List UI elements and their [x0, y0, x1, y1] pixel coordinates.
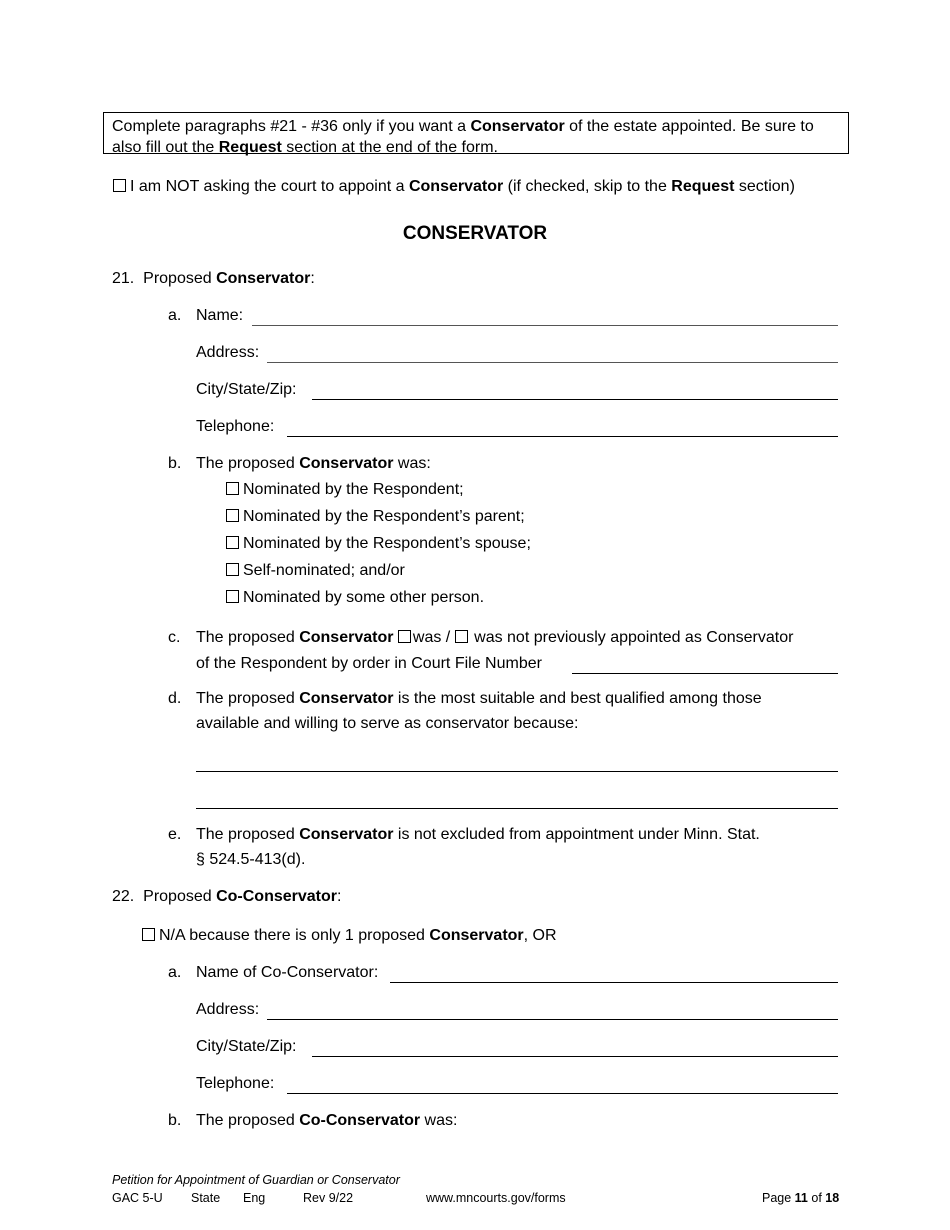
page-total: 18: [825, 1191, 840, 1205]
item-22-bold: Co-Conservator: [216, 888, 337, 905]
name-label: Name:: [196, 307, 244, 324]
item-21d-lead: The proposed: [196, 690, 300, 707]
item-22-colon: :: [336, 888, 342, 905]
not-asking-checkbox[interactable]: [113, 179, 126, 192]
item-22a-letter: a.: [168, 964, 182, 981]
na-checkbox[interactable]: [142, 928, 155, 941]
item-22-heading: [112, 888, 341, 906]
nomination-checkbox[interactable]: [226, 563, 239, 576]
address-label: Address:: [196, 344, 260, 361]
address-field[interactable]: [267, 362, 838, 363]
notice-text-2: of the estate appointed. Be sure to also fill out the: [112, 118, 814, 156]
nomination-option: [226, 589, 484, 607]
nomination-checkbox[interactable]: [226, 482, 239, 495]
item-21b-letter: b.: [168, 455, 182, 472]
item-22b-bold: Co-Conservator: [299, 1112, 421, 1129]
item-22-number: 22.: [112, 888, 135, 905]
footer-page-number: [762, 1191, 839, 1205]
telephone-field[interactable]: [287, 436, 838, 437]
co-city-state-zip-label: City/State/Zip:: [196, 1038, 297, 1055]
item-22b-lead: The proposed: [196, 1112, 300, 1129]
item-21-bold: Conservator: [216, 270, 311, 287]
na-row: [142, 927, 557, 945]
item-21-colon: :: [310, 270, 315, 287]
footer-url[interactable]: www.mncourts.gov/forms: [426, 1191, 566, 1205]
footer-language: Eng: [243, 1191, 266, 1205]
not-asking-text: I am NOT asking the court to appoint a: [130, 178, 409, 195]
was-not-label: was not previously appointed as Conservator: [469, 629, 794, 646]
item-21b-lead: The proposed: [196, 455, 300, 472]
co-telephone-field[interactable]: [287, 1093, 838, 1094]
nomination-checkbox[interactable]: [226, 536, 239, 549]
telephone-label: Telephone:: [196, 418, 275, 435]
item-21a-letter: a.: [168, 307, 182, 324]
nomination-option-label: Nominated by the Respondent’s spouse;: [243, 535, 531, 552]
not-asking-text-2: (if checked, skip to the: [503, 178, 672, 195]
instructions-box: [103, 112, 849, 154]
item-21d-letter: d.: [168, 690, 182, 707]
item-21e-tail: is not excluded from appointment under Minn. Stat.: [393, 826, 760, 843]
notice-bold-conservator: Conservator: [470, 118, 565, 135]
page-label: Page: [762, 1191, 795, 1205]
item-22b-tail: was:: [420, 1112, 458, 1129]
na-text: N/A because there is only 1 proposed: [159, 927, 430, 944]
was-not-checkbox[interactable]: [455, 630, 468, 643]
nomination-option: [226, 535, 531, 553]
nomination-option: [226, 562, 405, 580]
section-title: CONSERVATOR: [402, 223, 548, 244]
notice-bold-request: Request: [218, 139, 282, 156]
item-21e-lead: The proposed: [196, 826, 300, 843]
item-21b-tail: was:: [393, 455, 431, 472]
co-city-state-zip-field[interactable]: [312, 1056, 838, 1057]
nomination-option: [226, 481, 464, 499]
item-21c-lead: The proposed: [196, 629, 300, 646]
nomination-option-label: Nominated by the Respondent’s parent;: [243, 508, 525, 525]
notice-text-3: section at the end of the form.: [281, 139, 498, 156]
page-current: 11: [794, 1191, 808, 1205]
was-label: was /: [412, 629, 455, 646]
city-state-zip-label: City/State/Zip:: [196, 381, 297, 398]
notice-text: Complete paragraphs #21 - #36 only if you want a: [112, 118, 471, 135]
name-field[interactable]: [252, 325, 838, 326]
nomination-option-label: Self-nominated; and/or: [243, 562, 405, 579]
item-21d-text: [196, 690, 762, 708]
item-21d-line2: available and willing to serve as conservator because:: [196, 715, 579, 732]
item-21c-line2: of the Respondent by order in Court File Number: [196, 655, 542, 672]
reason-field-line-2[interactable]: [196, 808, 838, 809]
item-21d-bold: Conservator: [299, 690, 394, 707]
page-of: of: [807, 1191, 826, 1205]
co-telephone-label: Telephone:: [196, 1075, 275, 1092]
not-asking-row: [113, 178, 795, 196]
item-21d-tail: is the most suitable and best qualified among those: [393, 690, 762, 707]
na-text-2: , OR: [523, 927, 557, 944]
co-name-field[interactable]: [390, 982, 838, 983]
nomination-checkbox[interactable]: [226, 509, 239, 522]
item-22b-text: [196, 1112, 457, 1130]
not-asking-bold: Conservator: [408, 178, 504, 195]
not-asking-text-3: section): [734, 178, 795, 195]
co-address-label: Address:: [196, 1001, 260, 1018]
city-state-zip-field[interactable]: [312, 399, 838, 400]
nomination-option-label: Nominated by the Respondent;: [243, 481, 464, 498]
footer-state: State: [191, 1191, 221, 1205]
item-21e-letter: e.: [168, 826, 182, 843]
nomination-option-label: Nominated by some other person.: [243, 589, 485, 606]
co-name-label: Name of Co-Conservator:: [196, 964, 379, 981]
item-21b-bold: Conservator: [299, 455, 394, 472]
nomination-checkbox[interactable]: [226, 590, 239, 603]
item-21-number: 21.: [112, 270, 135, 287]
item-21b-text: [196, 455, 431, 473]
footer-form-code: GAC 5-U: [112, 1191, 163, 1205]
was-checkbox[interactable]: [398, 630, 411, 643]
nomination-option: [226, 508, 525, 526]
item-22b-letter: b.: [168, 1112, 182, 1129]
item-21e-text: [196, 826, 760, 844]
item-21c-letter: c.: [168, 629, 181, 646]
item-21e-line2: § 524.5-413(d).: [196, 851, 306, 868]
item-21c-bold: Conservator: [299, 629, 394, 646]
co-address-field[interactable]: [267, 1019, 838, 1020]
footer-revision: Rev 9/22: [303, 1191, 354, 1205]
not-asking-bold-2: Request: [671, 178, 735, 195]
na-bold: Conservator: [429, 927, 524, 944]
court-file-number-field[interactable]: [572, 673, 838, 674]
reason-field-line-1[interactable]: [196, 771, 838, 772]
item-21e-bold: Conservator: [299, 826, 394, 843]
item-21-heading: [112, 270, 315, 288]
item-21-lead: Proposed: [143, 270, 217, 287]
item-22-lead: Proposed: [143, 888, 217, 905]
footer-form-title: Petition for Appointment of Guardian or Conservator: [112, 1173, 400, 1187]
item-21c-text: [196, 629, 793, 647]
